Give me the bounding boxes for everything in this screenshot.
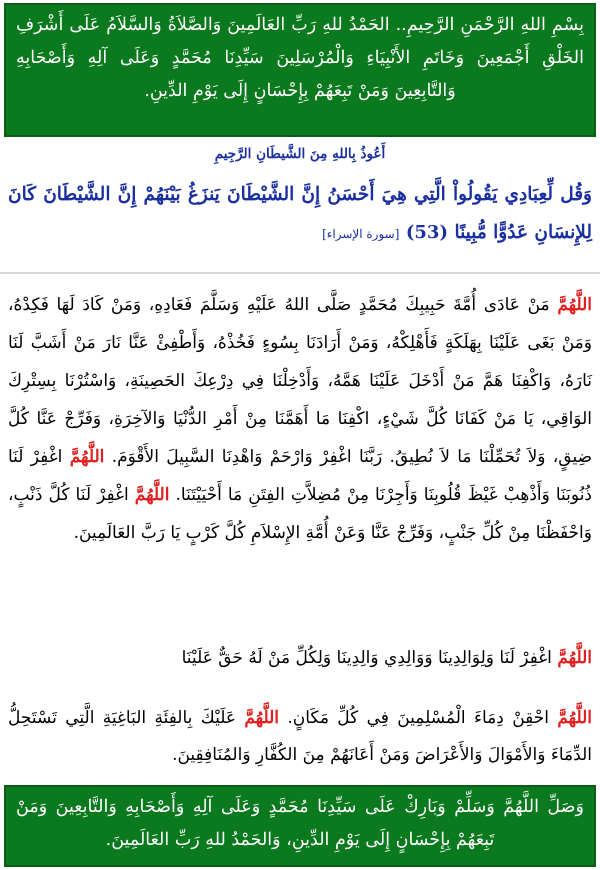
divider bbox=[0, 272, 600, 274]
opening-banner bbox=[4, 3, 596, 137]
dua-parents bbox=[8, 640, 592, 676]
allahumma-word: اللَّهُمَّ bbox=[557, 708, 592, 728]
closing-banner bbox=[4, 785, 596, 867]
sura-name: [سورة الإسراء] bbox=[322, 227, 400, 241]
dua-text-2: اغْفِرْ لَنَا ذُنُوبَنَا وَأَذْهِبْ غَيْظَ قُلُوبِنَا وَأَجِرْنَا مِنْ مُضِلاَّتِ الفِتَنِ مَا أَحْيَيْتَنَا. bbox=[8, 447, 592, 505]
dua-parents-text: اغْفِرْ لَنَا وَلِوَالِدِينَا وَوَالِدِي وَالِدِينَا وَلِكُلِّ مَنْ لَهُ حَقٌّ عَلَيْنَا bbox=[181, 648, 558, 668]
verse-text: وَقُل لِّعِبَادِي يَقُولُواْ الَّتِي هِيَ أَحْسَنُ إِنَّ الشَّيْطَانَ يَنزَغُ بَيْنَهُمْ إِنَّ الشَّيْطَانَ كَانَ لِلإِنسَانِ عَدُوًّا مُّبِينًا bbox=[8, 184, 592, 243]
verse-number: (53) bbox=[405, 222, 448, 243]
dua-muslims-text-1: احْقِنْ دِمَاءَ الْمُسْلِمِينَ فِي كُلِّ مَكَانٍ. bbox=[279, 708, 558, 728]
taawwudh: أَعُوذُ بِاللهِ مِنَ الشَّيطَانِ الرَّجِيمِ bbox=[214, 146, 386, 162]
dua-text-1: مَنْ عَادَى أُمَّةَ حَبِيبِكَ مُحَمَّدٍ صَلَّى اللهُ عَلَيْهِ وَسَلَّمَ فَعَادِهِ، وَمَنْ كَادَ لَهَا فَكِدْهُ، وَمَنْ بَغَى عَلَيْنَا بِهَلَكَةٍ فَأَهْلِكْهُ، وَمَنْ أَرَادَنَا بِسُوءٍ فَخُذْهُ، وَأَطْفِئْ عَنَّا نَارَ مَنْ أَشَبَّ لَنَا نَارَهُ، وَاكْفِنَا هَمَّ مَنْ أَدْخَلَ عَلَيْنَا هَمَّهُ، وَأَدْخِلْنَا فِي دِرْعِكَ الحَصِينَةِ، وَاسْتُرْنَا بِسِتْرِكَ الوَاقِي، يَا مَنْ كَفَانَا كُلَّ شَيْءٍ، اكْفِنَا مَا أَهَمَّنَا مِنْ أَمْرِ الدُّنْيَا وَالآخِرَةِ، وَفَرِّجْ عَنَّا كُلَّ ضِيقٍ، وَلاَ تُحَمِّلْنَا مَا لاَ نُطِيقُ. رَبَّنَا اغْفِرْ وَارْحَمْ وَاهْدِنَا السَّبِيلَ الأَقْوَمَ. bbox=[8, 295, 593, 467]
allahumma-word: اللَّهُمَّ bbox=[69, 447, 105, 467]
dua-paragraph bbox=[8, 286, 592, 552]
allahumma-word: اللَّهُمَّ bbox=[244, 708, 280, 728]
closing-text: وَصَلِّ اللَّهُمَّ وَسَلِّمْ وَبَارِكْ عَلَى سَيِّدِنَا مُحَمَّدٍ وَعَلَى آلِهِ وَأَصْحَابِهِ وَالتَّابِعِينَ وَمَنْ تَبِعَهُمْ بِإِحْسَانٍ إِلَى يَوْمِ الدِّينِ، وَالحَمْدُ للهِ رَبِّ العَالَمِينَ. bbox=[16, 797, 584, 850]
dua-muslims-text-2: عَلَيْكَ بِالفِئَةِ البَاغِيَةِ الَّتِي تَسْتَحِلُّ الدِّمَاءَ وَالأَمْوَالَ وَالأَعْرَاضَ وَمَنْ أَعَانَهُمْ مِنَ الكُفَّارِ وَالمُنَافِقِينَ. bbox=[8, 708, 592, 765]
allahumma-word: اللَّهُمَّ bbox=[134, 485, 170, 505]
dua-muslims bbox=[8, 700, 592, 774]
quran-verse bbox=[8, 176, 592, 253]
allahumma-word: اللَّهُمَّ bbox=[557, 295, 592, 315]
opening-text: بِسْمِ اللهِ الرَّحْمَنِ الرَّحِيمِ.. الحَمْدُ للهِ رَبِّ العَالَمِينَ وَالصَّلاَةُ وَالسَّلاَمُ عَلَى أَشْرَفِ الخَلْقِ أَجْمَعِينَ وَخَاتَمِ الأَنْبِيَاءِ وَالْمُرْسَلِينَ سَيِّدِنَا مُحَمَّدٍ وَعَلَى آلِهِ وَأَصْحَابِهِ وَالتَّابِعِينَ وَمَنْ تَبِعَهُمْ بِإِحْسَانٍ إِلَى يَوْمِ الدِّينِ. bbox=[16, 15, 584, 101]
dua-text-3: اغْفِرْ لَنَا كُلَّ ذَنْبٍ، وَاحْفَظْنَا مِنْ كُلِّ جَنْبٍ، وَفَرِّجْ عَنَّا وَعَنْ أُمَّةِ الإِسْلاَمِ كُلَّ كَرْبٍ يَا رَبَّ العَالَمِينَ. bbox=[8, 485, 592, 543]
allahumma-word: اللَّهُمَّ bbox=[557, 648, 592, 668]
